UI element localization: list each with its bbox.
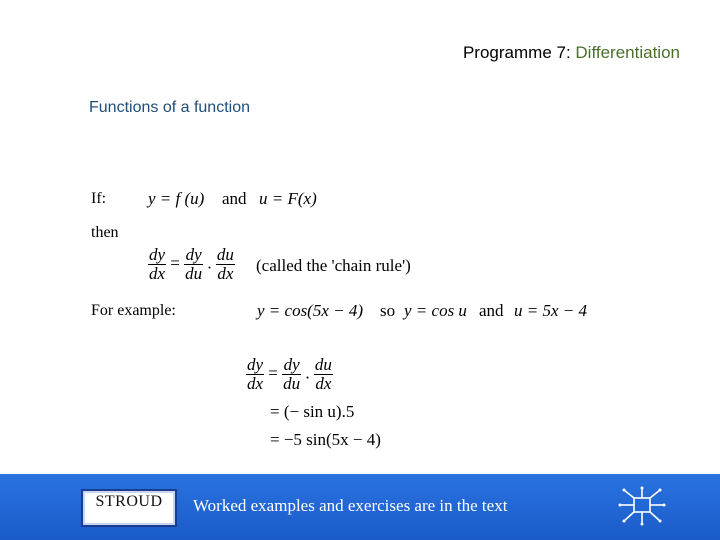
equation-u-F-x (259, 189, 317, 209)
word-and-2: and (479, 301, 504, 320)
example-equation-3: u = 5x − 4 (514, 301, 587, 320)
label-if: If: (91, 190, 107, 207)
worked-chain-rule: $\frac{dy}{dx}$ = $\frac{dy}{du}$ . $\frac{du}{dx}$ (247, 355, 332, 393)
word-so: so (380, 301, 396, 320)
label-then: then (91, 224, 119, 241)
eq-u-F-x-text: u = F(x) (259, 189, 317, 208)
programme-number: Programme 7: (462, 43, 571, 62)
example-equation-2: y = cos u (404, 301, 467, 320)
fraction-dy-dx-2: $\frac{dy}{dx}$ (247, 355, 264, 393)
fraction-dy-du: $\frac{dy}{du}$ (185, 245, 203, 283)
navigation-compass-icon[interactable] (618, 486, 666, 526)
fraction-dy-dx: $\frac{dy}{dx}$ (149, 245, 166, 283)
example-equation-1: y = cos(5x − 4) (257, 301, 364, 320)
chain-rule-equation: $\frac{dy}{dx}$ = $\frac{dy}{du}$ . $\frac{du}{dx}$ (149, 245, 234, 283)
fraction-du-dx: $\frac{du}{dx}$ (216, 245, 234, 283)
eq-y-f-u-text: y = f (u) (148, 189, 205, 208)
fraction-du-dx-2: $\frac{du}{dx}$ (314, 355, 332, 393)
label-for-example: For example: (91, 302, 176, 319)
worked-step-2: = (− sin u).5 (270, 402, 355, 421)
equation-y-f-u (148, 189, 204, 209)
fraction-dy-du-2: $\frac{dy}{du}$ (283, 355, 301, 393)
section-title: Functions of a function (89, 99, 250, 116)
chain-rule-note: (called the 'chain rule') (256, 256, 411, 275)
programme-topic: Differentiation (575, 43, 680, 62)
programme-header (463, 43, 680, 63)
footer-text: Worked examples and exercises are in the text (193, 496, 508, 515)
word-and-1: and (222, 189, 247, 208)
stroud-logo-text: STROUD (95, 493, 163, 510)
worked-step-3: = −5 sin(5x − 4) (270, 430, 381, 449)
